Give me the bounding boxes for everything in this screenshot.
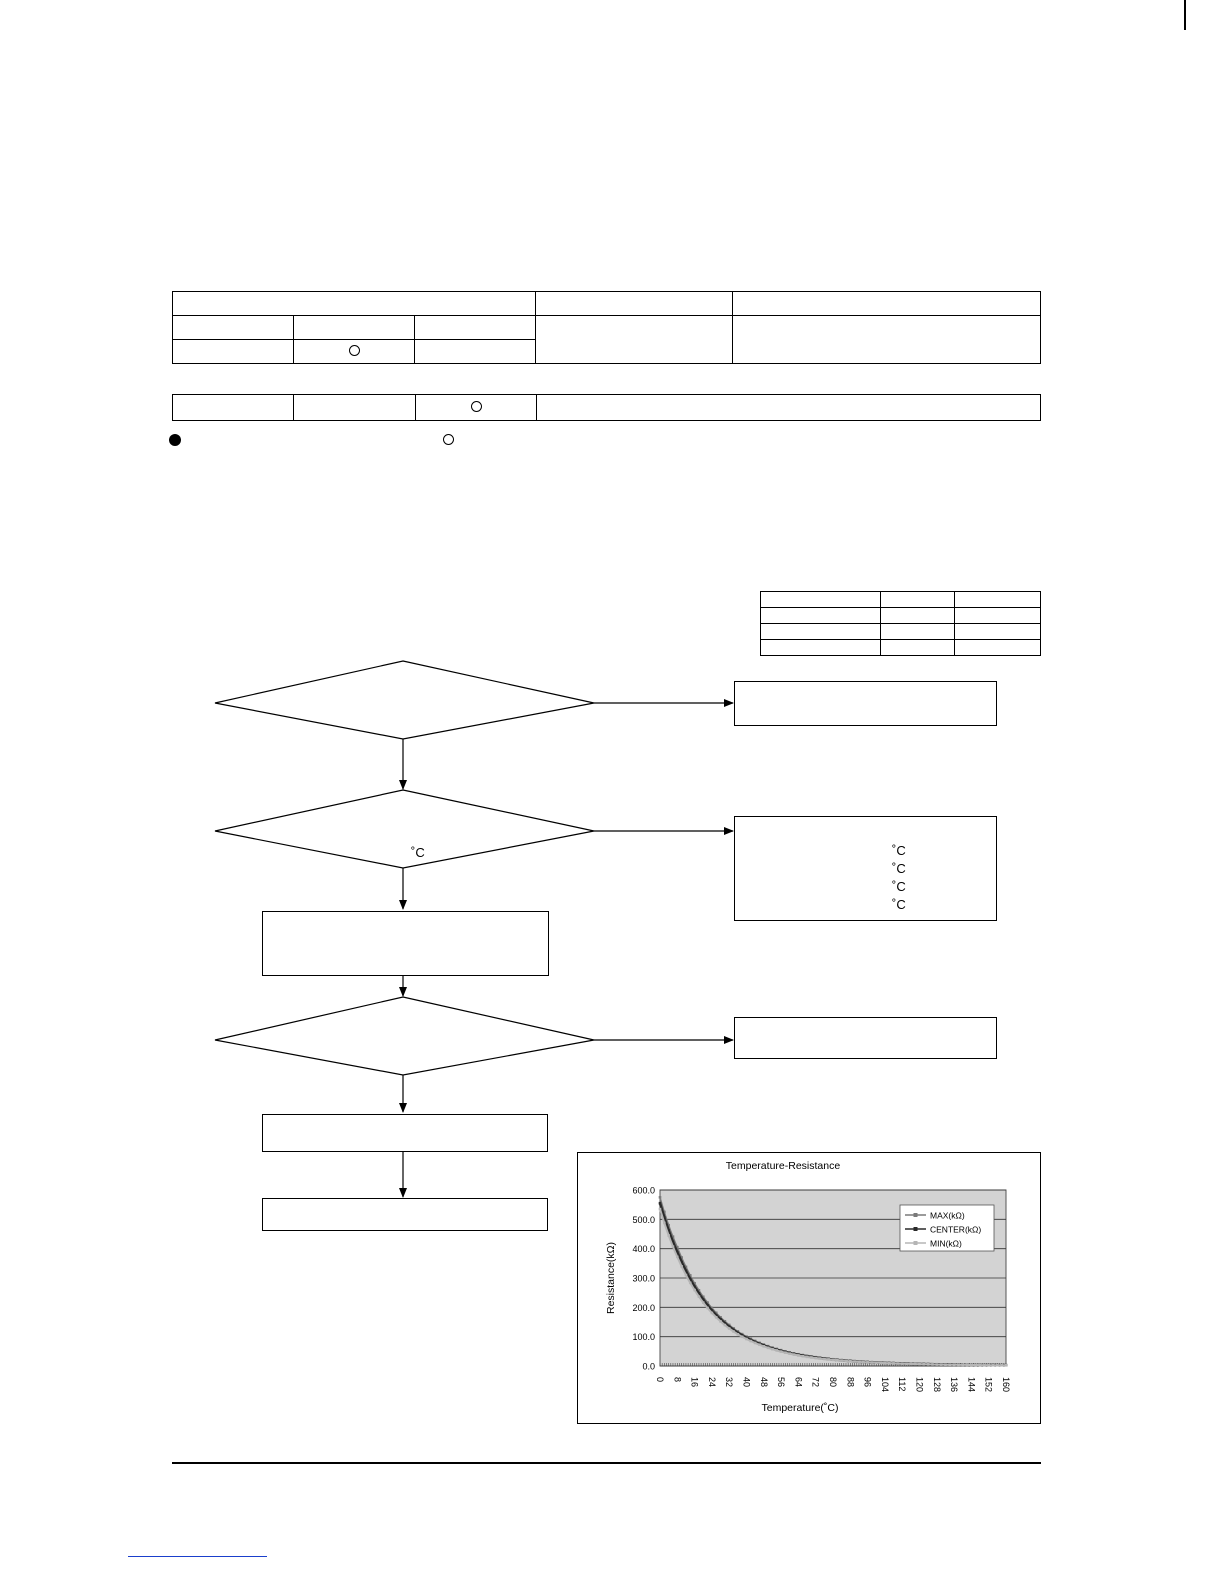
y-tick-label: 600.0 [632, 1185, 655, 1196]
process-box-1 [262, 911, 549, 976]
x-tick-label: 48 [758, 1377, 769, 1388]
series-point [931, 1363, 934, 1366]
series-point [667, 1234, 670, 1237]
info-box-1 [734, 681, 997, 726]
series-point [948, 1363, 951, 1366]
temperature-resistance-chart [577, 1152, 1041, 1424]
series-point [771, 1348, 774, 1351]
y-tick-label: 200.0 [632, 1302, 655, 1313]
y-tick-label: 400.0 [632, 1244, 655, 1255]
x-tick-label: 80 [828, 1377, 838, 1388]
series-point [910, 1363, 913, 1366]
series-point [693, 1289, 696, 1292]
series-point [780, 1350, 783, 1353]
series-point [689, 1282, 692, 1285]
series-point [706, 1307, 709, 1310]
series-point [897, 1362, 900, 1365]
series-point [974, 1364, 977, 1367]
series-point [940, 1363, 943, 1366]
legend-marker [914, 1241, 918, 1245]
process-box-3 [262, 1198, 548, 1231]
series-point [685, 1274, 688, 1277]
series-point [871, 1361, 874, 1364]
series-point [767, 1347, 770, 1350]
process-box-2 [262, 1114, 548, 1152]
x-tick-label: 160 [1001, 1377, 1011, 1393]
series-point [810, 1356, 813, 1359]
series-point [745, 1338, 748, 1341]
series-point [953, 1363, 956, 1366]
series-point [875, 1361, 878, 1364]
series-point [918, 1363, 921, 1366]
series-point [827, 1358, 830, 1361]
degree-unit: ˚C [892, 879, 906, 894]
y-tick-label: 0.0 [642, 1361, 655, 1372]
series-point [823, 1358, 826, 1361]
series-point [884, 1362, 887, 1365]
series-point [672, 1245, 675, 1248]
series-point [719, 1320, 722, 1323]
series-point [784, 1351, 787, 1354]
info-box-2 [734, 816, 997, 921]
y-axis-label: Resistance(kΩ) [605, 1241, 617, 1315]
series-point [866, 1361, 869, 1364]
series-point [836, 1359, 839, 1362]
series-point [832, 1359, 835, 1362]
series-point [853, 1360, 856, 1363]
series-point [676, 1256, 679, 1259]
x-tick-label: 32 [724, 1377, 735, 1388]
degree-unit: ˚C [892, 897, 906, 912]
info-box-3 [734, 1017, 997, 1059]
series-point [927, 1363, 930, 1366]
degree-unit: ˚C [892, 843, 906, 858]
series-point [659, 1196, 662, 1199]
series-point [793, 1353, 796, 1356]
series-point [970, 1364, 973, 1367]
series-point [858, 1361, 861, 1364]
series-point [814, 1357, 817, 1360]
series-point [944, 1363, 947, 1366]
series-point [936, 1363, 939, 1366]
series-point [996, 1364, 999, 1367]
series-point [983, 1364, 986, 1367]
series-point [879, 1362, 882, 1365]
x-tick-label: 128 [931, 1377, 942, 1393]
series-point [659, 1208, 662, 1211]
series-point [923, 1363, 926, 1366]
series-point [801, 1355, 804, 1358]
series-point [732, 1330, 735, 1333]
x-tick-label: 120 [914, 1377, 925, 1393]
series-point [819, 1357, 822, 1360]
degree-unit: ˚C [411, 845, 425, 860]
series-point [763, 1345, 766, 1348]
decision-diamond-3 [215, 997, 594, 1075]
series-point [892, 1362, 895, 1365]
legend-label: CENTER(kΩ) [930, 1224, 982, 1235]
series-point [806, 1356, 809, 1359]
x-tick-label: 88 [845, 1377, 856, 1388]
series-point [1005, 1364, 1008, 1367]
series-point [888, 1362, 891, 1365]
x-axis-label: Temperature(˚C) [761, 1402, 839, 1414]
series-point [737, 1333, 740, 1336]
x-tick-label: 136 [949, 1377, 960, 1393]
series-point [754, 1342, 757, 1345]
x-tick-label: 0 [655, 1377, 665, 1383]
series-point [862, 1361, 865, 1364]
x-tick-label: 144 [966, 1377, 977, 1393]
series-point [728, 1327, 731, 1330]
y-tick-label: 500.0 [632, 1214, 655, 1225]
series-point [840, 1359, 843, 1362]
series-point [797, 1354, 800, 1357]
series-point [914, 1363, 917, 1366]
series-point [741, 1335, 744, 1338]
x-tick-label: 112 [897, 1377, 908, 1392]
series-point [680, 1265, 683, 1268]
series-point [979, 1364, 982, 1367]
decision-diamond-2 [215, 790, 594, 868]
x-tick-label: 72 [810, 1377, 821, 1388]
series-point [966, 1364, 969, 1367]
series-point [715, 1316, 718, 1319]
series-point [702, 1301, 705, 1304]
chart-svg [578, 1153, 1040, 1423]
x-tick-label: 96 [862, 1377, 873, 1388]
decision-diamond-1 [215, 661, 594, 739]
series-point [724, 1324, 727, 1327]
series-point [961, 1364, 964, 1367]
series-point [987, 1364, 990, 1367]
legend-marker [914, 1227, 918, 1231]
x-tick-label: 16 [689, 1377, 700, 1388]
series-point [663, 1222, 666, 1225]
x-tick-label: 24 [706, 1377, 717, 1388]
y-tick-label: 100.0 [632, 1332, 655, 1343]
series-point [775, 1349, 778, 1352]
series-point [698, 1295, 701, 1298]
series-point [905, 1362, 908, 1365]
series-point [992, 1364, 995, 1367]
x-tick-label: 40 [741, 1377, 752, 1388]
x-tick-label: 64 [793, 1377, 804, 1388]
series-point [849, 1360, 852, 1363]
series-point [788, 1352, 791, 1355]
series-point [957, 1364, 960, 1367]
x-tick-label: 8 [672, 1377, 683, 1383]
x-tick-label: 152 [983, 1377, 994, 1393]
series-point [901, 1362, 904, 1365]
degree-unit: ˚C [892, 861, 906, 876]
legend-marker [914, 1213, 918, 1217]
x-tick-label: 56 [776, 1377, 787, 1388]
series-point [659, 1202, 662, 1205]
series-point [711, 1312, 714, 1315]
series-point [845, 1360, 848, 1363]
legend-label: MIN(kΩ) [930, 1238, 962, 1249]
legend-label: MAX(kΩ) [930, 1210, 965, 1221]
chart-title: Temperature-Resistance [725, 1160, 841, 1172]
series-point [1000, 1364, 1003, 1367]
series-point [758, 1343, 761, 1346]
x-tick-label: 104 [879, 1377, 890, 1393]
series-point [750, 1340, 753, 1343]
y-tick-label: 300.0 [632, 1273, 655, 1284]
